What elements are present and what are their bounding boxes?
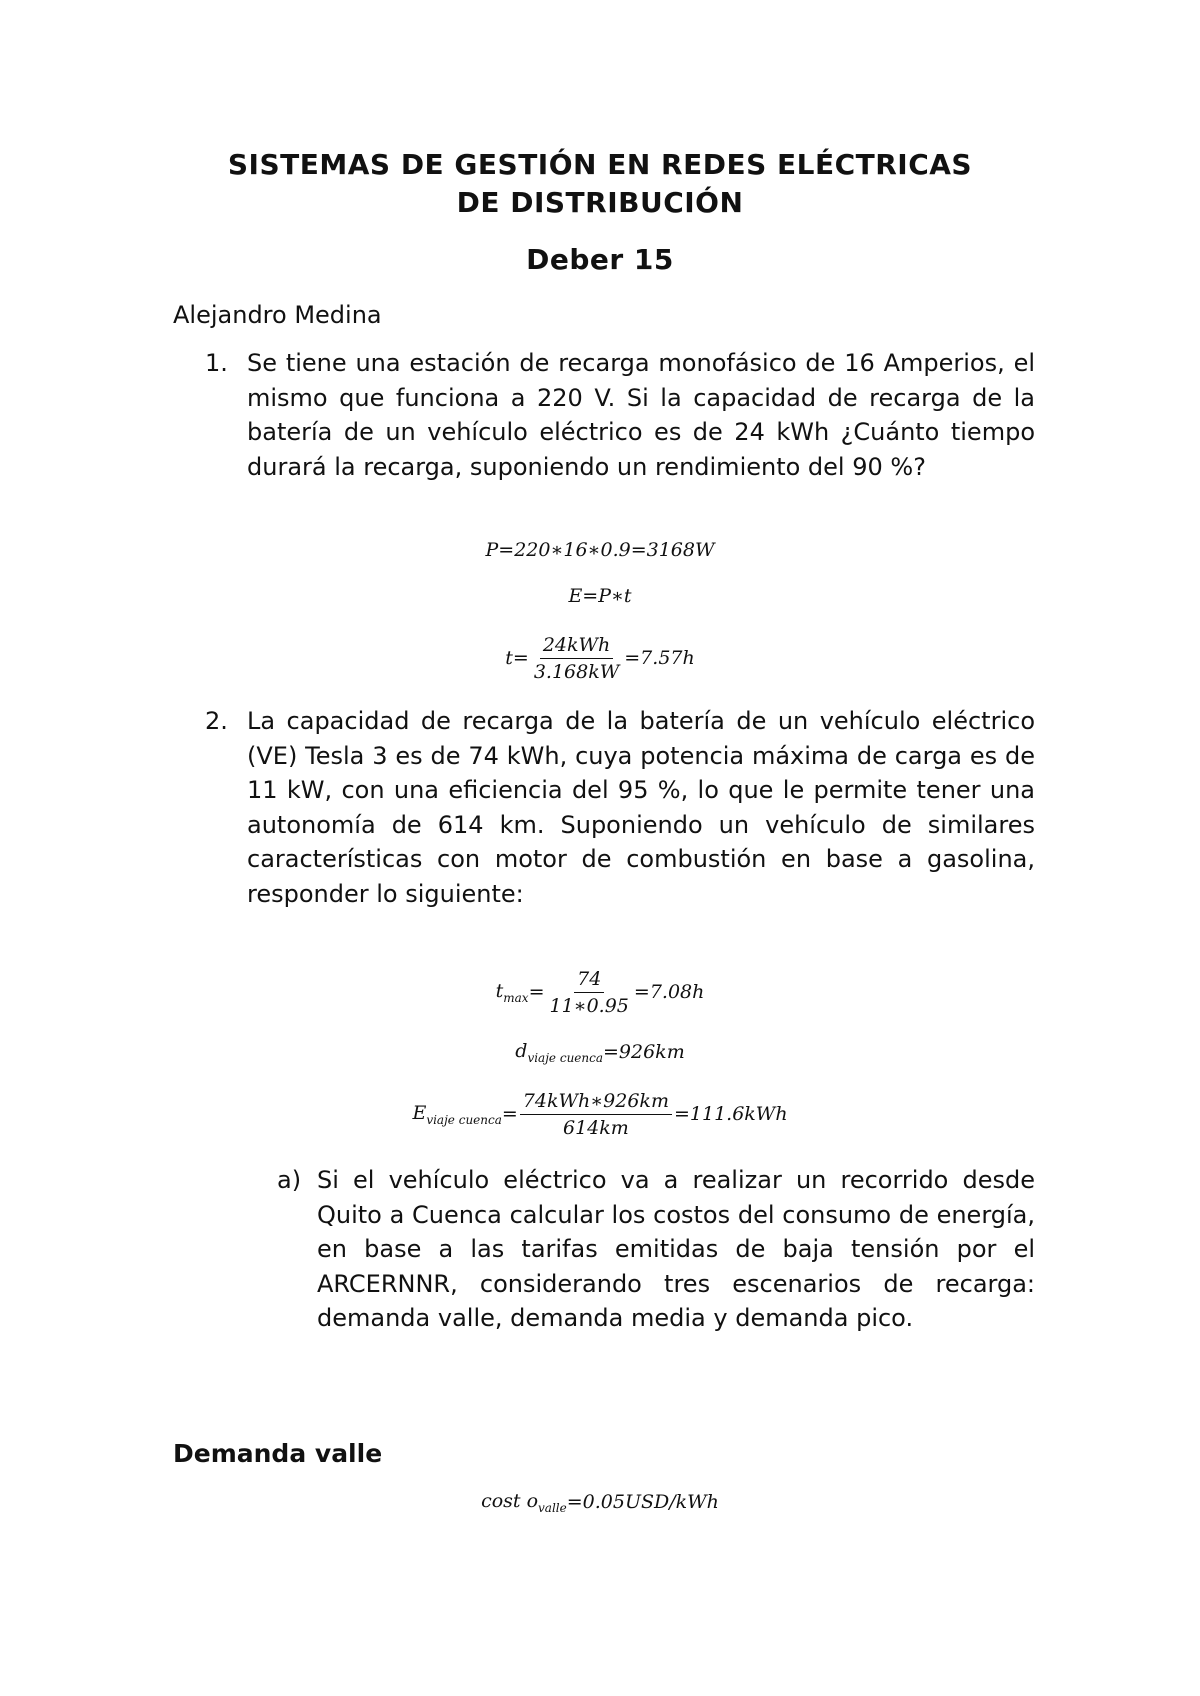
equation-distance-subscript: viaje cuenca [527, 1050, 603, 1065]
equation-time-fraction [531, 634, 622, 683]
question-2-text: La capacidad de recarga de la batería de un vehículo eléctrico (VE) Tesla 3 es de 74 kWh, cuya potencia máxima de carga es de 11 kW, con una eficiencia del 95 %, lo que le permite tener una autonomía de 614 km. Suponiendo un vehículo de similares características con motor de combustión en base a gasolina, responder lo siguiente: [247, 707, 1035, 908]
equation-tmax [0, 964, 1200, 1020]
equation-time-numerator: 24kWh [540, 634, 613, 659]
equation-trip-energy [0, 1086, 1200, 1142]
equation-time-lhs: t= [505, 647, 529, 669]
equation-distance-var [515, 1040, 603, 1065]
equation-trip-energy-fraction [520, 1090, 672, 1139]
equation-time-denominator: 3.168kW [533, 660, 620, 683]
author-name: Alejandro Medina [173, 301, 382, 329]
equation-distance-rhs: =926km [603, 1041, 685, 1063]
subquestion-a-text: Si el vehículo eléctrico va a realizar un recorrido desde Quito a Cuenca calcular los costos del consumo de energía, en base a las tarifas emitidas de baja tensión por el ARCERNNR, considerando tres escenarios de recarga: demanda valle, demanda media y demanda pico. [317, 1166, 1035, 1332]
question-1-text: Se tiene una estación de recarga monofásico de 16 Amperios, el mismo que funciona a 220 V. Si la capacidad de recarga de la batería de un vehículo eléctrico es de 24 kWh ¿Cuánto tiempo durará la recarga, suponiendo un rendimiento del 90 %? [247, 349, 1035, 481]
equation-power [0, 536, 1200, 564]
equation-tmax-symbol: t [495, 979, 504, 1002]
equation-trip-energy-var [412, 1102, 501, 1127]
equation-cost-valle-symbol: cost o [481, 1489, 539, 1512]
document-title-line1: SISTEMAS DE GESTIÓN EN REDES ELÉCTRICAS [227, 148, 973, 181]
equation-cost-valle-var [481, 1490, 567, 1515]
equation-trip-energy-equals: = [501, 1103, 518, 1125]
equation-energy [0, 582, 1200, 610]
equation-energy-text: E=P∗t [568, 585, 632, 607]
equation-distance-symbol: d [515, 1039, 528, 1062]
document-subtitle: Deber 15 [526, 243, 674, 276]
section-heading-demanda-valle: Demanda valle [173, 1439, 383, 1468]
equation-trip-energy-numerator: 74kWh∗926km [520, 1090, 672, 1115]
equation-tmax-var [496, 980, 529, 1005]
equation-trip-energy-subscript: viaje cuenca [426, 1112, 502, 1127]
equation-tmax-numerator: 74 [574, 968, 604, 993]
question-2-number: 2. [205, 707, 228, 735]
equation-cost-valle-subscript: valle [538, 1500, 567, 1515]
equation-distance [0, 1036, 1200, 1068]
equation-trip-energy-denominator: 614km [562, 1116, 629, 1139]
equation-tmax-denominator: 11∗0.95 [549, 994, 629, 1017]
equation-time-rhs: =7.57h [624, 647, 695, 669]
question-1-number: 1. [205, 349, 228, 377]
equation-power-text: P=220∗16∗0.9=3168W [485, 539, 715, 561]
equation-tmax-rhs: =7.08h [633, 981, 705, 1003]
equation-cost-valle [0, 1486, 1200, 1518]
equation-tmax-equals: = [528, 981, 545, 1003]
equation-time [0, 630, 1200, 686]
equation-tmax-subscript: max [503, 990, 529, 1005]
equation-tmax-fraction [547, 968, 632, 1017]
document-title-line2: DE DISTRIBUCIÓN [456, 186, 744, 219]
equation-trip-energy-symbol: E [412, 1101, 427, 1124]
subquestion-a-label: a) [277, 1166, 302, 1194]
equation-cost-valle-rhs: =0.05USD/kWh [566, 1491, 719, 1513]
equation-trip-energy-rhs: =111.6kWh [673, 1103, 788, 1125]
